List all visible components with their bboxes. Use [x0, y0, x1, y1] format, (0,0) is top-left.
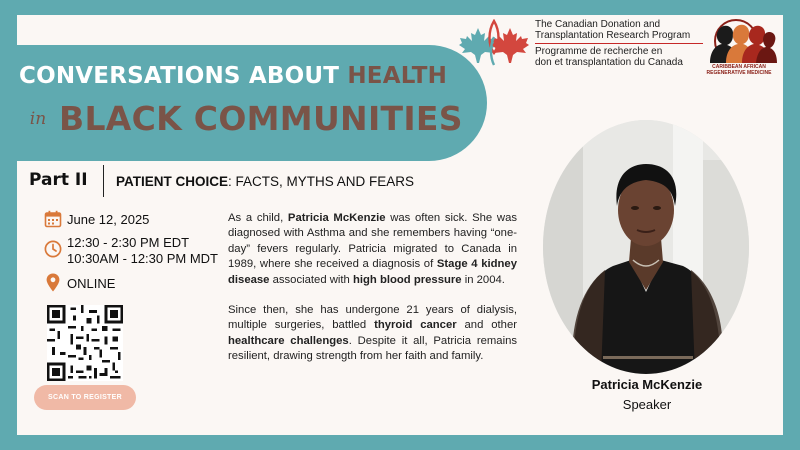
speaker-photo — [543, 120, 749, 374]
cdtrp-en-line-1: The Canadian Donation and — [535, 19, 661, 30]
cdtrp-logo-text — [535, 19, 710, 68]
speaker-portrait-image — [543, 120, 749, 374]
bio-paragraph-2: Since then, she has undergone 21 years of dialysis, multiple surgeries, battled thyroid cancer and other healthcare challenges. Despite it all, Patricia remains resilient, drawing strength from her faith and family. — [228, 304, 518, 363]
cdtrp-divider — [535, 43, 703, 44]
event-date: June 12, 2025 — [67, 212, 150, 227]
calendar-icon — [44, 210, 62, 228]
event-time-mdt: 10:30AM - 12:30 PM MDT — [67, 251, 218, 266]
maple-leaf-logo-icon — [457, 19, 531, 71]
title-black-communities: BLACK COMMUNITIES — [59, 99, 463, 138]
part-divider — [103, 165, 104, 197]
cdtrp-fr-line-2: don et transplantation du Canada — [535, 57, 683, 68]
registration-qr-code[interactable] — [47, 305, 123, 381]
part-label: Part II — [29, 170, 88, 190]
event-location: ONLINE — [67, 276, 116, 291]
carm-logo-text: CARIBBEAN AFRICAN REGENERATIVE MEDICINE — [706, 64, 772, 76]
title-health-word: HEALTH — [347, 63, 448, 89]
clock-icon — [44, 240, 62, 258]
cdtrp-en-line-2: Transplantation Research Program — [535, 30, 691, 41]
carm-logo — [700, 17, 778, 79]
speaker-name: Patricia McKenzie — [591, 377, 703, 392]
bio-paragraph-1: As a child, Patricia McKenzie was often sick. She was diagnosed with Asthma and she remembers having “one-day” fevers regularly. Patricia migrated to Canada in 1989, where she received a diagnosis of Stage 4 kidney disease associated with high blood pressure in 2004. — [228, 212, 517, 286]
title-banner — [17, 45, 487, 161]
silhouettes-logo-icon — [700, 17, 778, 63]
event-time-edt: 12:30 - 2:30 PM EDT — [67, 235, 190, 250]
cdtrp-fr-line-1: Programme de recherche en — [535, 46, 663, 57]
title-line-1: CONVERSATIONS ABOUT HEALTH — [19, 63, 448, 89]
location-pin-icon — [46, 273, 60, 292]
speaker-bio — [228, 211, 517, 380]
scan-to-register-button[interactable]: SCAN TO REGISTER — [34, 385, 136, 410]
speaker-role: Speaker — [622, 397, 672, 412]
event-card — [17, 15, 783, 435]
title-in-word: in — [29, 109, 47, 129]
session-topic: PATIENT CHOICE: FACTS, MYTHS AND FEARS — [116, 174, 415, 189]
title-line-2 — [17, 99, 487, 138]
